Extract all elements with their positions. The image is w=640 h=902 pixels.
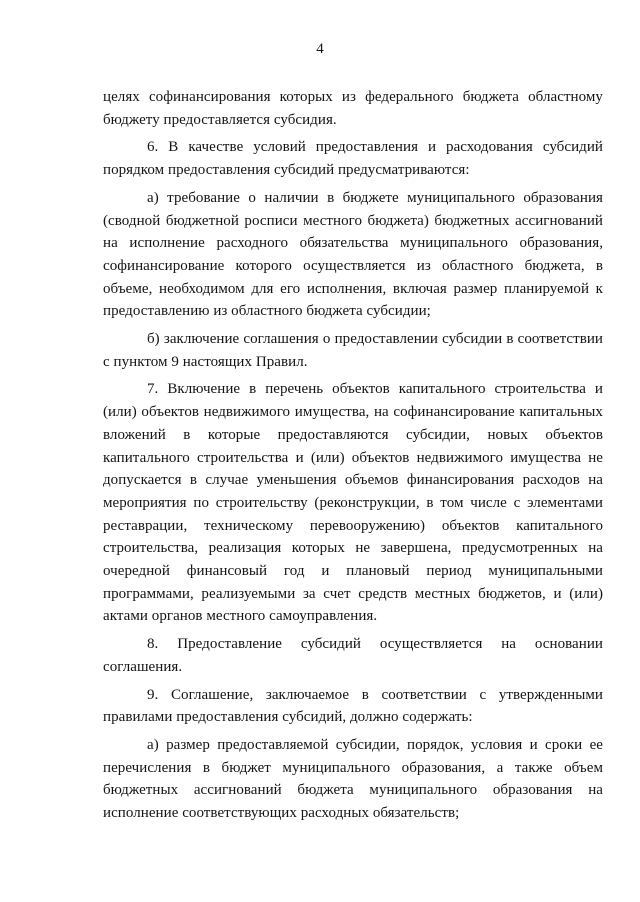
paragraph-item-6b: б) заключение соглашения о предоставлении субсидии в соответствии с пунктом 9 настоящих Правил. xyxy=(103,331,603,370)
page-number: 4 xyxy=(316,41,324,57)
paragraph-item-8: 8. Предоставление субсидий осуществляется на основании соглашения. xyxy=(103,636,603,675)
paragraph-continuation: целях софинансирования которых из федерального бюджета областному бюджету предоставляется субсидия. xyxy=(103,89,603,128)
paragraph-item-6a: а) требование о наличии в бюджете муниципального образования (сводной бюджетной росписи местного бюджета) бюджетных ассигнований на исполнение расходного обязательства муниципального образования, софинансирование которого осуществляется из областного бюджета, в объеме, необходимом для его исполнения, включая размер планируемой к предоставлению из областного бюджета субсидии; xyxy=(103,189,603,320)
paragraph-item-9a: а) размер предоставляемой субсидии, порядок, условия и сроки ее перечисления в бюджет муниципального образования, а также объем бюджетных ассигнований бюджета муниципального образования на исполнение соответствующих расходных обязательств; xyxy=(103,736,603,822)
document-body xyxy=(103,86,603,830)
paragraph-item-6: 6. В качестве условий предоставления и расходования субсидий порядком предоставления субсидий предусматриваются: xyxy=(103,139,603,179)
paragraph-item-9: 9. Соглашение, заключаемое в соответствии с утвержденными правилами предоставления субсидий, должно содержать: xyxy=(103,686,603,726)
paragraph-item-7: 7. Включение в перечень объектов капитального строительства и (или) объектов недвижимого имущества, на софинансирование капитальных вложений в которые предоставляются субсидии, новых объектов капитального строительства и (или) объектов недвижимого имущества не допускается в случае уменьшения объемов финансирования расходов на мероприятия по строительству (реконструкции, в том числе с элементами реставрации, техническому перевооружению) объектов капитального строительства, реализация которых не завершена, предусмотренных на очередной финансовый год и плановый период муниципальными программами, реализуемыми за счет средств местных бюджетов, и (или) актами органов местного самоуправления. xyxy=(103,381,603,625)
